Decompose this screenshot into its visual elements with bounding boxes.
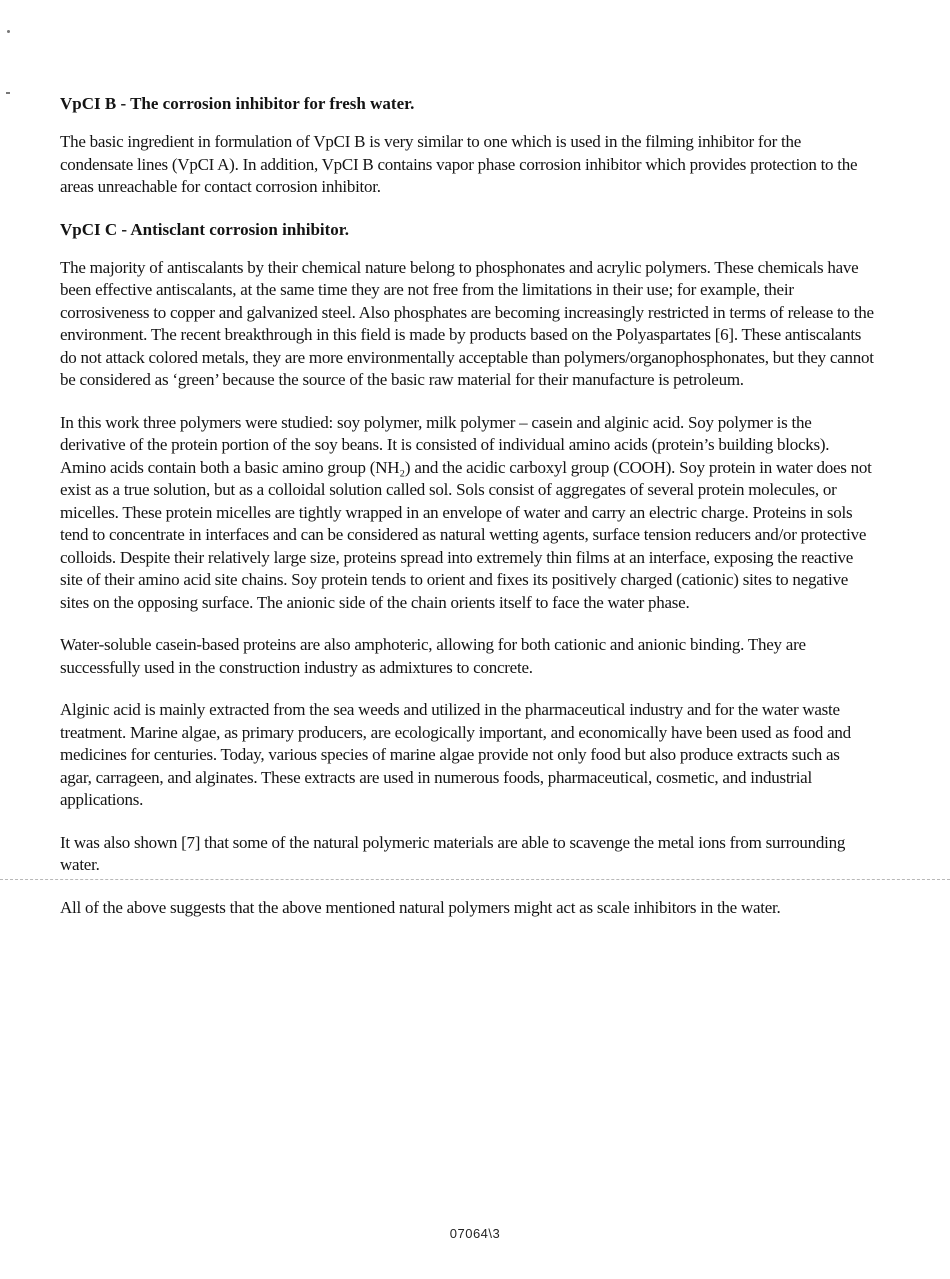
paragraph-casein: Water-soluble casein-based proteins are also amphoteric, allowing for both cationic and anionic binding. They are successfully used in the construction industry as admixtures to concrete. xyxy=(60,635,806,677)
page-code: 07064\3 xyxy=(449,1226,501,1241)
paragraph-conclusion: All of the above suggests that the above mentioned natural polymers might act as scale inhibitors in the water. xyxy=(60,897,781,917)
scan-speck xyxy=(7,30,10,33)
document-page xyxy=(60,93,875,919)
section-heading-vpci-b: VpCI B - The corrosion inhibitor for fresh water. xyxy=(60,94,415,113)
paragraph-antiscalants: The majority of antiscalants by their chemical nature belong to phosphonates and acrylic polymers. These chemicals have been effective antiscalants, at the same time they are not free from the limitations in their use; for example, their corrosiveness to copper and galvanized steel. Also phosphates are becoming increasingly restricted in terms of release to the environment. The recent breakthrough in this field is made by products based on the Polyaspartates [6]. These antiscalants do not attack colored metals, they are more environmentally acceptable than polymers/organophosphonates, but they cannot be considered as ‘green’ because the source of the basic raw material for their manufacture is petroleum. xyxy=(60,257,874,389)
section-heading-vpci-c: VpCI C - Antisclant corrosion inhibitor. xyxy=(60,219,350,239)
paragraph-vpci-b-description: The basic ingredient in formulation of VpCI B is very similar to one which is used in the filming inhibitor for the condensate lines (VpCI A). In addition, VpCI B contains vapor phase corrosion inhibitor which provides protection to the areas unreachable for contact corrosion inhibitor. xyxy=(60,132,858,196)
paragraph-polymers-studied: In this work three polymers were studied: soy polymer, milk polymer – casein and alginic acid. Soy polymer is the derivative of the protein portion of the soy beans. It is consisted of individual amino acids (protein’s building blocks). Amino acids contain both a basic amino group (NH₂) and the acidic carboxyl group (COOH). Soy protein in water does not exist as a true solution, but as a colloidal solution called sol. Sols consist of aggregates of several protein molecules, or micelles. These protein micelles are tightly wrapped in an envelope of water and carry an electric charge. Proteins in sols tend to concentrate in interfaces and can be considered as natural wetting agents, surface tension reducers and/or protective colloids. Despite their relatively large size, proteins spread into extremely thin films at an interface, exposing the reactive site of their amino acid site chains. Soy protein tends to orient and fixes its positively charged (cationic) sites to negative sites on the opposing surface. The anionic side of the chain orients itself to face the water phase. xyxy=(60,412,872,612)
scan-mark xyxy=(6,92,10,94)
paragraph-alginic-acid: Alginic acid is mainly extracted from the sea weeds and utilized in the pharmaceutical industry and for the water waste treatment. Marine algae, as primary producers, are ecologically important, and economically have been used as food and medicines for centuries. Today, various species of marine algae provide not only food but also produce extracts such as agar, carrageen, and alginates. These extracts are used in numerous foods, pharmaceutical, cosmetic, and industrial applications. xyxy=(60,700,851,809)
paragraph-metal-ions: It was also shown [7] that some of the natural polymeric materials are able to scavenge the metal ions from surrounding water. xyxy=(60,832,846,874)
